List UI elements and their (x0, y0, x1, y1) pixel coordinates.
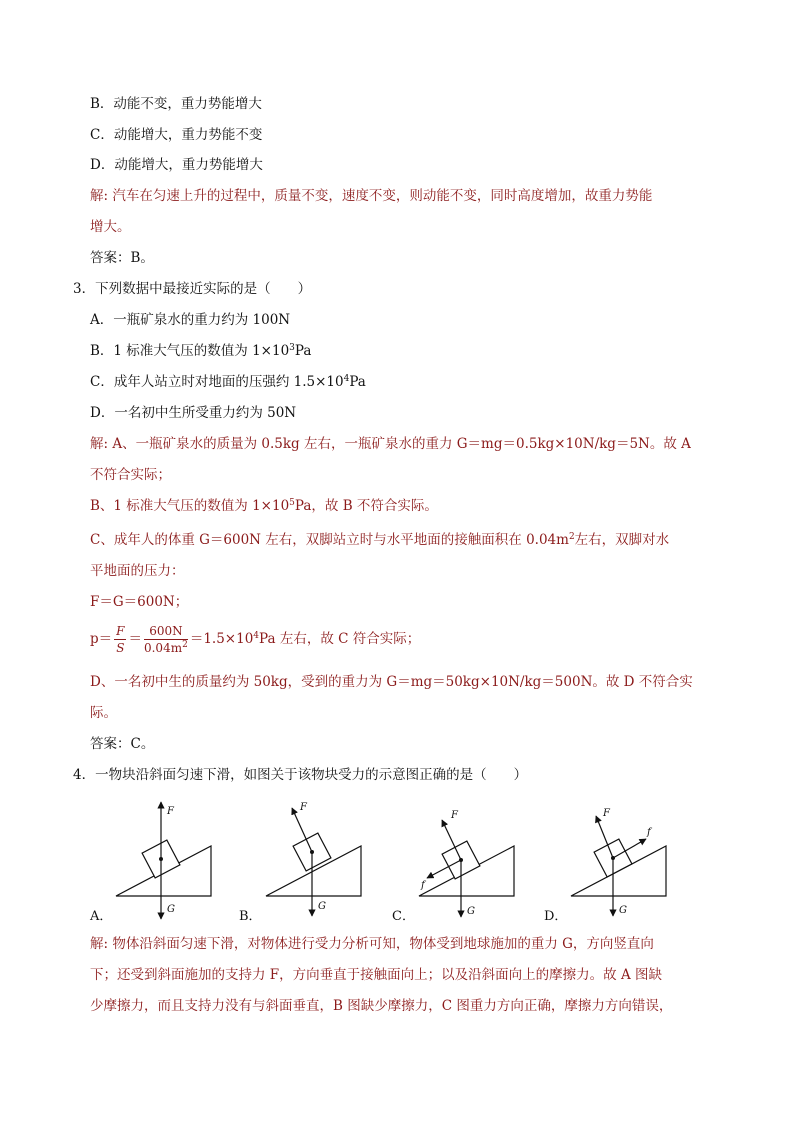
q3-option-b: B．1 标准大气压的数值为 $1\times 10^3Pa$ (90, 343, 312, 359)
q4-solution-line-2: 下；还受到斜面施加的支持力 F，方向垂直于接触面向上；以及沿斜面向上的摩擦力。故 A 图缺 (90, 967, 662, 983)
q3-pressure-formula: p＝ $\frac{F}{S}$ ＝ $\frac{600N}{0.04m^2}$ $=1.5\times 10^4Pa$ 左右，故 C 符合实际； (90, 624, 421, 655)
q3-solution-b: B、1 标准大气压的数值为 $1\times 10^5Pa$，故 B 不符合实际。 (90, 498, 438, 514)
q3-solution-c-line-3: F＝G＝600N； (90, 594, 189, 610)
q4-stem: 4．一物块沿斜面匀速下滑，如图关于该物块受力的示意图正确的是（ ） (73, 767, 528, 783)
q4-solution-line-3: 少摩擦力，而且支持力没有与斜面垂直，B 图缺少摩擦力，C 图重力方向正确，摩擦力方向错误， (90, 998, 673, 1014)
q2-answer: 答案：B。 (90, 250, 154, 266)
label-f: F (603, 808, 610, 819)
label-f: F (451, 810, 458, 821)
q2-option-c: C．动能增大，重力势能不变 (90, 127, 263, 143)
q2-solution-line-2: 增大。 (90, 219, 131, 235)
fraction-600n-over-area: $\frac{600N}{0.04m^2}$ (143, 624, 188, 655)
label-g: G (467, 906, 475, 917)
q2-solution-line-1: 解: 汽车在匀速上升的过程中，质量不变，速度不变，则动能不变，同时高度增加，故重力势能 (90, 188, 653, 204)
option-d-label: D． (544, 909, 568, 924)
option-c-label: C． (392, 909, 415, 924)
label-f: F (167, 806, 174, 817)
diagram-b (266, 802, 361, 916)
q4-solution-line-1: 解: 物体沿斜面匀速下滑，对物体进行受力分析可知，物体受到地球施加的重力 G，方向竖直向 (90, 936, 654, 952)
option-a-label: A． (90, 909, 113, 924)
q2-option-b: B．动能不变，重力势能增大 (90, 96, 262, 112)
label-friction: f (421, 880, 425, 891)
label-g: G (167, 904, 175, 915)
label-friction: f (647, 827, 651, 838)
q3-stem: 3．下列数据中最接近实际的是（ ） (73, 281, 312, 297)
diagram-d (571, 808, 666, 916)
q3-solution-c-line-2: 平地面的压力： (90, 563, 185, 579)
q3-solution-a-line-1: 解: A、一瓶矿泉水的质量为 0.5kg 左右，一瓶矿泉水的重力 G＝mg＝0.5kg×10N/kg＝5N。故 A (90, 436, 691, 452)
q3-solution-c-line-1: C、成年人的体重 G＝600N 左右，双脚站立时与水平地面的接触面积在 $0.04m^2$左右，双脚对水 (90, 532, 670, 548)
q2-option-d: D．动能增大，重力势能增大 (90, 157, 263, 173)
q3-answer: 答案：C。 (90, 736, 155, 752)
q3-option-a: A．一瓶矿泉水的重力约为 100N (90, 312, 291, 328)
diagram-c (419, 810, 514, 917)
option-b-label: B． (239, 909, 262, 924)
q3-solution-d-line-2: 际。 (90, 705, 117, 721)
label-g: G (619, 905, 627, 916)
label-f: F (300, 802, 307, 813)
q3-option-c: C．成年人站立时对地面的压强约 $1.5\times 10^4Pa$ (90, 374, 366, 390)
q3-solution-d-line-1: D、一名初中生的质量约为 50kg，受到的重力为 G＝mg＝50kg×10N/kg＝500N。故 D 不符合实 (90, 674, 693, 690)
q3-option-d: D．一名初中生所受重力约为 50N (90, 405, 297, 421)
label-g: G (318, 901, 326, 912)
diagram-a (116, 802, 211, 919)
q3-solution-a-line-2: 不符合实际； (90, 467, 171, 483)
fraction-f-over-s: $\frac{F}{S}$ (116, 624, 125, 655)
